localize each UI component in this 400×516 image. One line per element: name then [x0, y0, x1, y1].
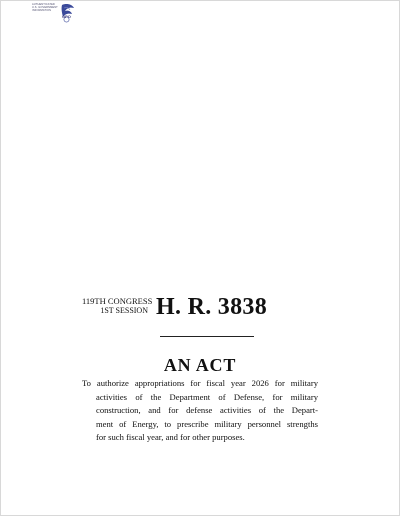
- congress-label: 119TH CONGRESS: [82, 296, 153, 306]
- act-description-line: To authorize appropriations for fiscal year 2026 for military: [82, 378, 318, 388]
- title-divider: [160, 336, 254, 337]
- gpo-logo-text: [32, 3, 58, 12]
- act-description-line: ment of Energy, to prescribe military personnel strengths: [96, 418, 318, 429]
- gpo-logo-line-1: AUTHENTICATED: [32, 3, 55, 6]
- gpo-logo-line-2: U.S. GOVERNMENT: [32, 6, 58, 9]
- act-heading: AN ACT: [163, 355, 237, 375]
- act-description-line: for such fiscal year, and for other purposes.: [96, 432, 245, 442]
- act-description-line: activities of the Department of Defense, for military: [96, 391, 318, 402]
- gpo-logo-line-3: INFORMATION: [32, 9, 52, 12]
- act-description: [82, 377, 318, 445]
- gpo-mark: GPO: [62, 14, 71, 19]
- act-description-line: construction, and for defense activities of the Depart-: [96, 405, 318, 415]
- bill-number: H. R. 3838: [156, 294, 267, 320]
- session-label: 1ST SESSION: [100, 306, 148, 315]
- congress-session-block: [82, 296, 153, 315]
